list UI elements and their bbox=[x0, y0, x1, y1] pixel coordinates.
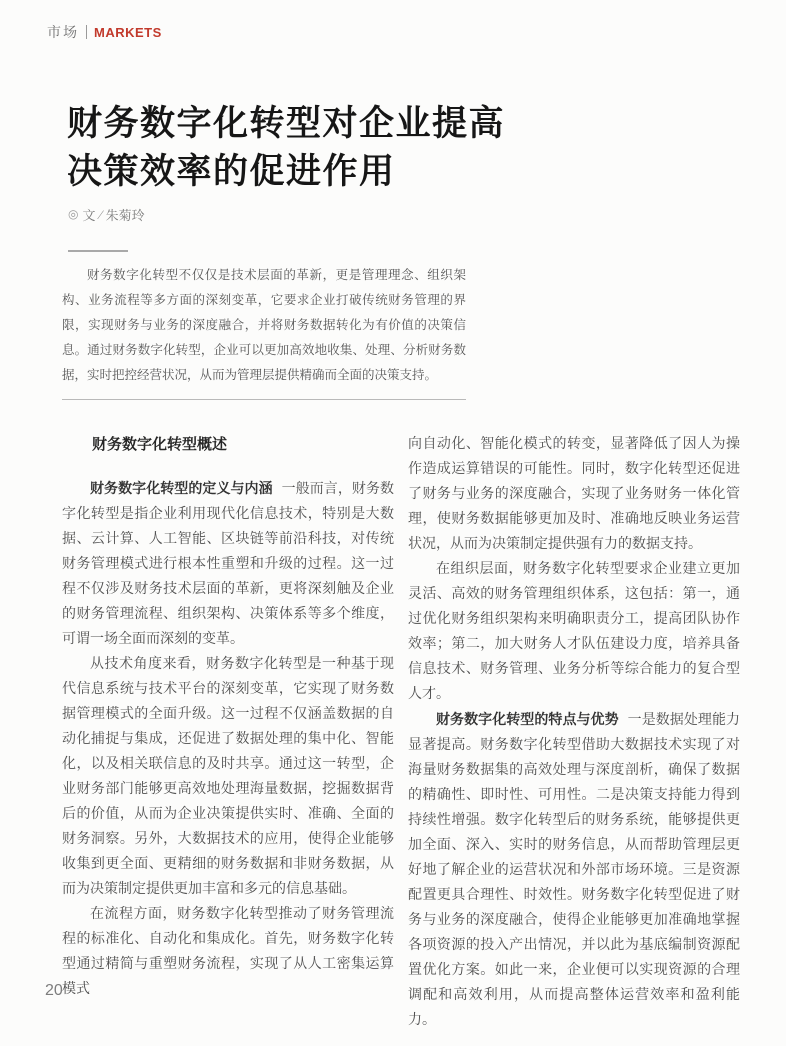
paragraph-lead: 财务数字化转型的特点与优势 bbox=[436, 711, 619, 727]
author-name: 朱菊玲 bbox=[105, 208, 145, 223]
paragraph-text: 一是数据处理能力显著提高。财务数字化转型借助大数据技术实现了对海量财务数据集的高效处理与深度剖析，确保了数据的精确性、即时性、可用性。二是决策支持能力得到持续性增强。数字化转型后的财务系统，能够提供更加全面、深入、实时的财务信息，从而帮助管理层更好地了解企业的运营状况和外部市场环境。三是资源配置更具合理性、时效性。财务数字化转型促进了财务与业务的深度融合，使得企业能够更加准确地掌握各项资源的投入产出情况，并以此为基底编制资源配置优化方案。如此一来，企业便可以实现资源的合理调配和高效利用，从而提高整体运营效率和盈利能力。 bbox=[408, 713, 741, 1028]
abstract-block bbox=[62, 250, 466, 400]
body-columns bbox=[62, 432, 740, 1033]
paragraph-text: 一般而言，财务数字化转型是指企业利用现代化信息技术，特别是大数据、云计算、人工智能、区块链等前沿科技，对传统财务管理模式进行根本性重塑和升级的过程。这一过程不仅涉及财务技术层面的革新，更将深刻触及企业的财务管理流程、组织架构、决策体系等多个维度，可谓一场全面而深刻的变革。 bbox=[62, 482, 395, 647]
article-title-line1: 财务数字化转型对企业提高 bbox=[67, 104, 506, 143]
abstract-text: 财务数字化转型不仅仅是技术层面的革新，更是管理理念、组织架构、业务流程等多方面的深刻变革，它要求企业打破传统财务管理的界限，实现财务与业务的深度融合，并将财务数据转化为有价值的决策信息。通过财务数字化转型，企业可以更加高效地收集、处理、分析财务数据，实时把控经营状况，从而为管理层提供精确而全面的决策支持。 bbox=[62, 268, 466, 382]
page-number: 20 bbox=[45, 982, 63, 999]
abstract-bottom-rule bbox=[62, 399, 466, 400]
right-column bbox=[408, 432, 740, 1033]
circle-marker-icon: ◎ bbox=[68, 207, 79, 221]
section-header bbox=[47, 22, 162, 42]
paragraph-lead: 财务数字化转型的定义与内涵 bbox=[90, 480, 273, 496]
section-label-en: MARKETS bbox=[94, 24, 162, 40]
section-label-cn: 市场 bbox=[47, 24, 79, 40]
paragraph-continuation bbox=[408, 432, 740, 557]
paragraph-text: 在组织层面，财务数字化转型要求企业建立更加灵活、高效的财务管理组织体系，这包括：第一，通过优化财务组织架构来明确职责分工，提高团队协作效率；第二，加大财务人才队伍建设力度，培养具备信息技术、财务管理、业务分析等综合能力的复合型人才。 bbox=[408, 562, 740, 702]
byline-prefix: 文 bbox=[82, 208, 96, 223]
slash-icon: ∕ bbox=[99, 206, 102, 222]
article-title-line2: 决策效率的促进作用 bbox=[67, 152, 396, 191]
article-title bbox=[67, 100, 505, 196]
paragraph bbox=[62, 476, 394, 652]
paragraph-text: 从技术角度来看，财务数字化转型是一种基于现代信息系统与技术平台的深刻变革，它实现了财务数据管理模式的全面升级。这一过程不仅涵盖数据的自动化捕捉与集成，还促进了数据处理的集中化、智能化，以及相关联信息的及时共享。通过这一转型，企业财务部门能够更高效地处理海量数据，挖掘数据背后的价值，从而为企业决策提供实时、准确、全面的财务洞察。另外，大数据技术的应用，使得企业能够收集到更全面、更精细的财务数据和非财务数据，从而为决策制定提供更加丰富和多元的信息基础。 bbox=[62, 657, 394, 897]
paragraph-text: 向自动化、智能化模式的转变，显著降低了因人为操作造成运算错误的可能性。同时，数字化转型还促进了财务与业务的深度融合，实现了业务财务一体化管理，使财务数据能够更加及时、准确地反映业务运营状况，从而为决策制定提供强有力的数据支持。 bbox=[408, 437, 740, 552]
header-divider bbox=[86, 25, 87, 39]
abstract-top-rule bbox=[68, 250, 128, 252]
section-heading-overview: 财务数字化转型概述 bbox=[92, 436, 228, 453]
paragraph bbox=[408, 557, 740, 707]
paragraph-text: 在流程方面，财务数字化转型推动了财务管理流程的标准化、自动化和集成化。首先，财务数字化转型通过精简与重塑财务流程，实现了从人工密集运算模式 bbox=[62, 907, 394, 997]
paragraph bbox=[62, 652, 394, 902]
paragraph bbox=[62, 902, 394, 1002]
paragraph bbox=[408, 707, 740, 1033]
byline bbox=[68, 205, 145, 224]
left-column bbox=[62, 432, 394, 1033]
